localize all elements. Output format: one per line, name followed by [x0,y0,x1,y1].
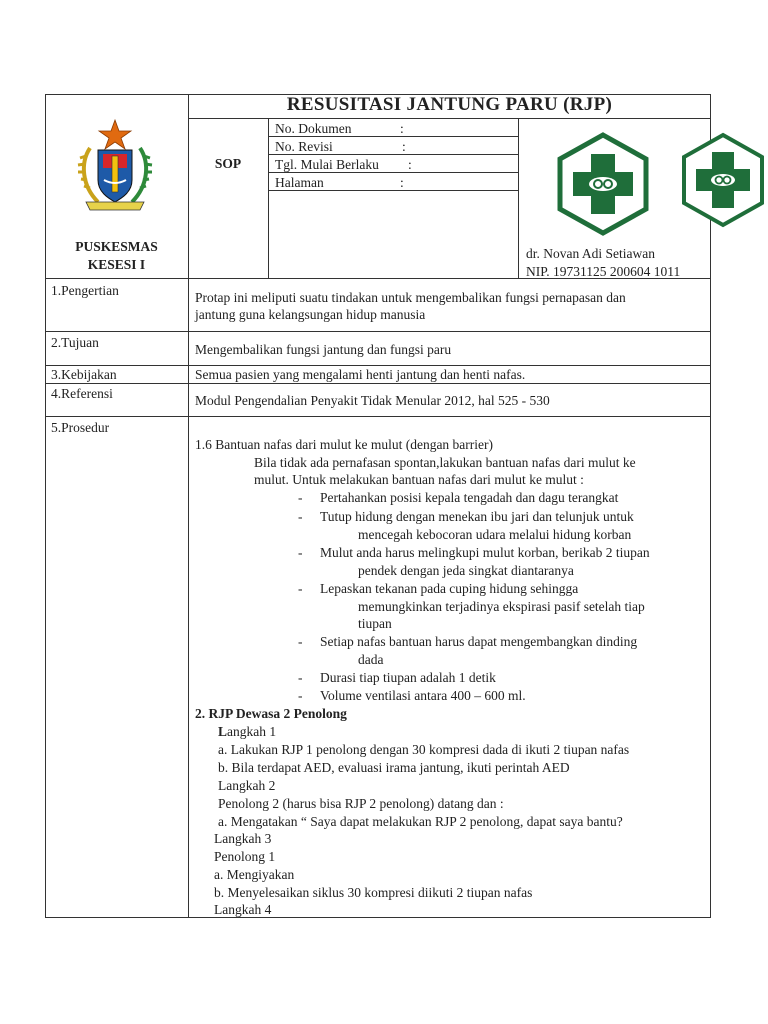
langkah-3-step-b: b. Menyelesaikan siklus 30 kompresi diikuti 2 tiupan nafas [214,885,533,900]
langkah-1-initial: L [218,724,228,739]
procedure-intro-line-2: mulut. Untuk melakukan bantuan nafas dari mulut ke mulut : [254,472,584,487]
bullet-item-cont: tiupan [358,616,392,631]
org-name: PUSKESMAS [75,239,158,254]
row-line-pengertian [45,331,711,332]
penolong-2-text: Penolong 2 (harus bisa RJP 2 penolong) datang dan : [218,796,504,811]
meta-divider [518,118,519,278]
bullet-item: Durasi tiap tiupan adalah 1 detik [320,670,496,685]
meta-label-dokumen: No. Dokumen [275,121,352,136]
row-line-kebijakan [45,383,711,384]
bullet-item: Setiap nafas bantuan harus dapat mengembangkan dinding [320,634,638,649]
langkah-3: Langkah 3 [214,831,272,846]
pengertian-line-1: Protap ini meliputi suatu tindakan untuk mengembalikan fungsi pernapasan dan [195,290,626,305]
bullet-dash: - [298,670,303,685]
langkah-1 [218,723,276,740]
bullet-item-cont: pendek dengan jeda singkat diantaranya [358,563,574,578]
puskesmas-logo-icon [680,132,766,228]
langkah-4: Langkah 4 [214,902,272,917]
langkah-1-step-b: b. Bila terdapat AED, evaluasi irama jantung, ikuti perintah AED [218,760,570,775]
bullet-dash: - [298,634,303,649]
bullet-dash: - [298,490,303,505]
sop-divider [268,118,269,278]
bullet-dash: - [298,509,303,524]
bullet-item-cont: dada [358,652,384,667]
procedure-subheading: 1.6 Bantuan nafas dari mulut ke mulut (dengan barrier) [195,437,494,452]
meta-sep-halaman: : [400,175,404,190]
bullet-item: Lepaskan tekanan pada cuping hidung sehingga [320,581,579,596]
meta-label-tgl: Tgl. Mulai Berlaku [275,157,379,172]
tujuan-label: 2.Tujuan [51,335,99,350]
referensi-text: Modul Pengendalian Penyakit Tidak Menular 2012, hal 525 - 530 [195,393,550,408]
signer-nip: NIP. 19731125 200604 1011 [526,264,681,279]
bullet-item: Mulut anda harus melingkupi mulut korban, berikab 2 tiupan [320,545,650,560]
langkah-1-step-a: a. Lakukan RJP 1 penolong dengan 30 kompresi dada di ikuti 2 tiupan nafas [218,742,630,757]
org-unit: KESESI I [87,257,146,272]
sop-label: SOP [214,156,242,171]
pengertian-label: 1.Pengertian [51,283,119,298]
kebijakan-text: Semua pasien yang mengalami henti jantung dan henti nafas. [195,367,526,382]
tujuan-text: Mengembalikan fungsi jantung dan fungsi paru [195,342,452,357]
title-divider [188,118,711,119]
regency-emblem-icon [76,118,154,214]
langkah-3-step-a: a. Mengiyakan [214,867,295,882]
meta-label-halaman: Halaman [275,175,324,190]
meta-sep-revisi: : [402,139,406,154]
pengertian-text-line-2: jantung guna kelangsungan hidup manusia [195,307,426,322]
referensi-label: 4.Referensi [51,386,113,401]
procedure-intro-line-1: Bila tidak ada pernafasan spontan,lakukan bantuan nafas dari mulut ke [254,455,636,470]
rjp-two-rescuer-heading: 2. RJP Dewasa 2 Penolong [195,706,347,721]
bullet-dash: - [298,581,303,596]
prosedur-label: 5.Prosedur [51,420,110,435]
pengertian-text [195,289,703,306]
row-line-referensi [45,416,711,417]
langkah-2: Langkah 2 [218,778,276,793]
signer-name: dr. Novan Adi Setiawan [526,246,655,261]
bullet-item-cont: mencegah kebocoran udara melalui hidung korban [358,527,632,542]
langkah-2-step-a: a. Mengatakan “ Saya dapat melakukan RJP 2 penolong, dapat saya bantu? [218,814,623,829]
bullet-dash: - [298,688,303,703]
bullet-item-cont: memungkinkan terjadinya ekspirasi pasif setelah tiap [358,599,645,614]
bullet-item: Volume ventilasi antara 400 – 600 ml. [320,688,526,703]
langkah-1-rest: angkah 1 [227,724,277,739]
kebijakan-label: 3.Kebijakan [51,367,117,382]
bullet-dash: - [298,545,303,560]
penolong-1-text: Penolong 1 [214,849,276,864]
bullet-item: Tutup hidung dengan menekan ibu jari dan telunjuk untuk [320,509,634,524]
meta-sep-tgl: : [408,157,412,172]
column-divider [188,94,189,918]
document-title: RESUSITASI JANTUNG PARU (RJP) [286,94,613,115]
bullet-item: Pertahankan posisi kepala tengadah dan dagu terangkat [320,490,619,505]
meta-sep-dokumen: : [400,121,404,136]
puskesmas-logo-icon [553,132,653,236]
meta-label-revisi: No. Revisi [275,139,333,154]
